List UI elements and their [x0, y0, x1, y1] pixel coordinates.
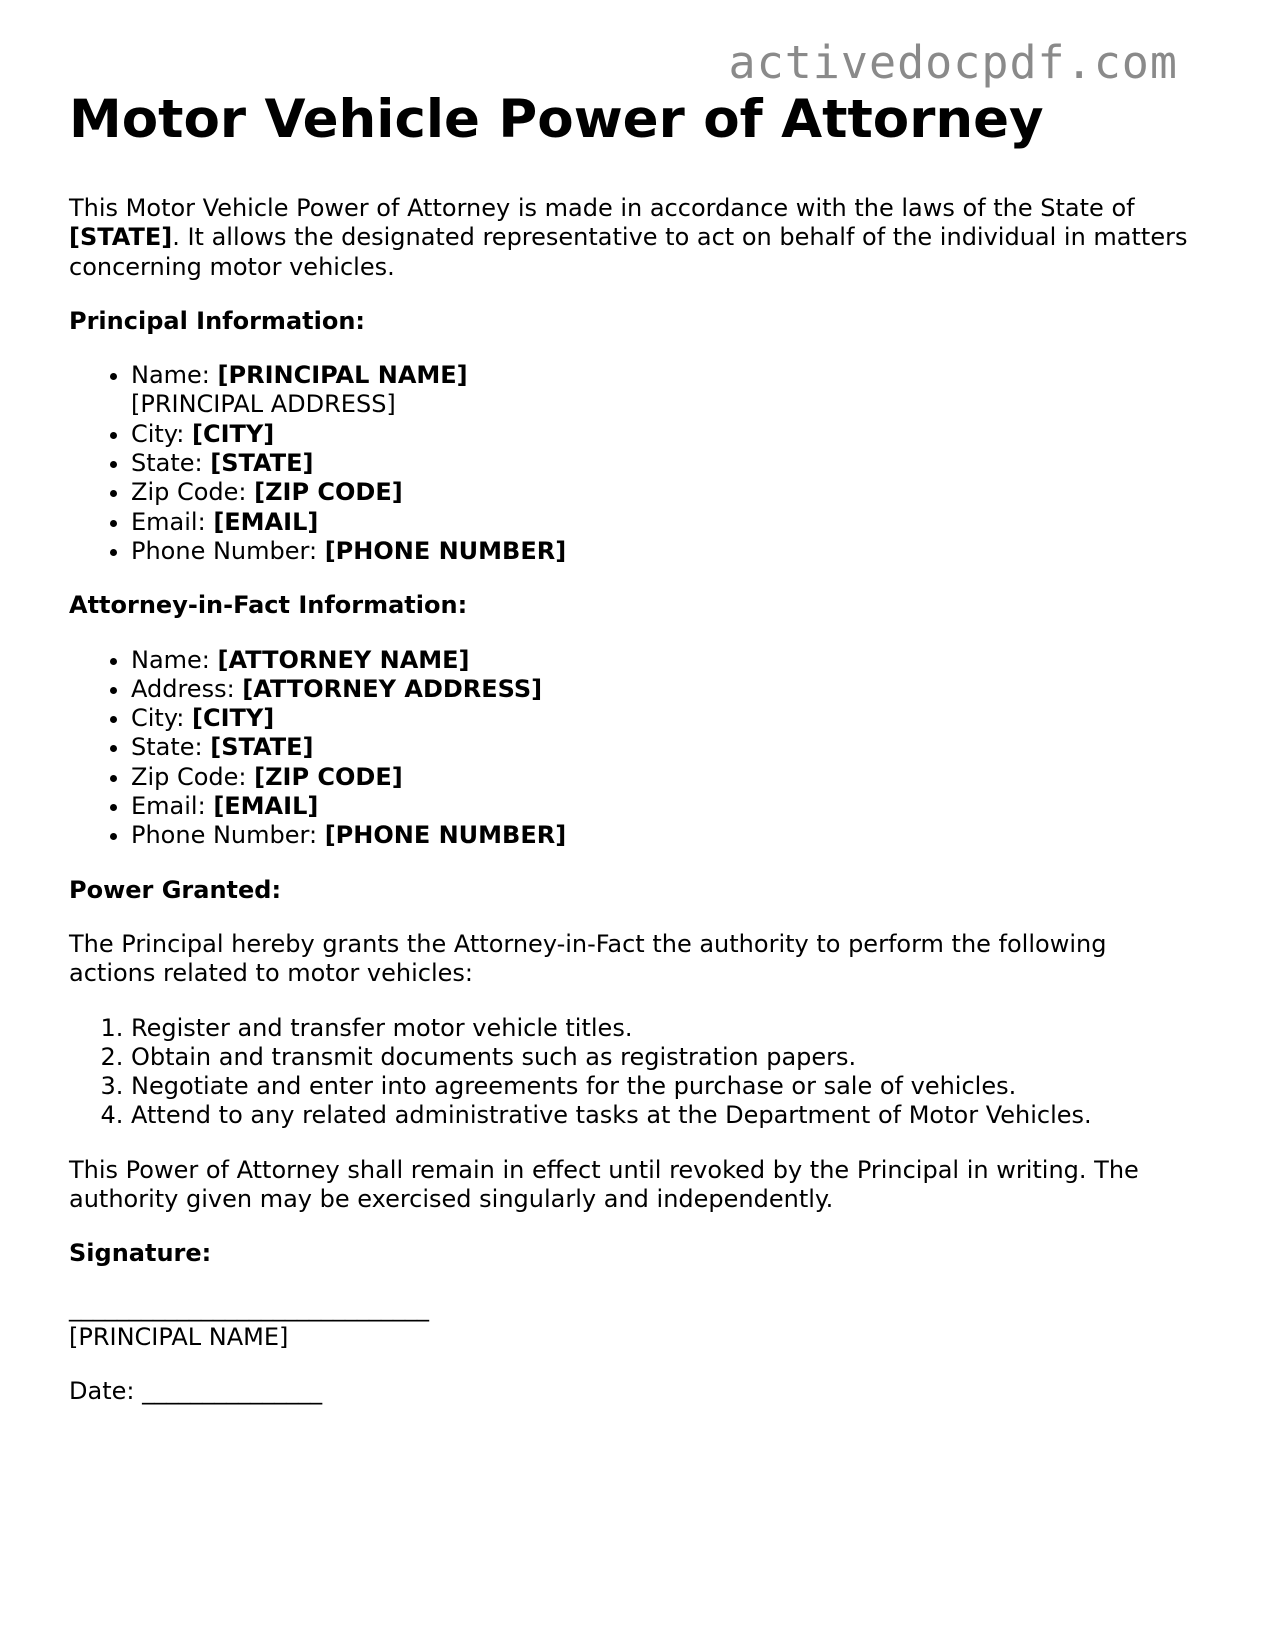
attorney-phone-label: Phone Number:	[131, 821, 325, 850]
attorney-zip-item	[131, 763, 1189, 792]
attorney-zip-value: [ZIP CODE]	[254, 762, 403, 791]
intro-paragraph	[69, 194, 1189, 282]
attorney-state-value: [STATE]	[210, 733, 314, 762]
attorney-email-value: [EMAIL]	[213, 792, 319, 821]
attorney-name-label: Name:	[131, 645, 218, 674]
attorney-heading: Attorney-in-Fact Information:	[69, 591, 468, 620]
intro-text-after: . It allows the designated representative to act on behalf of the individual in matters concerning motor vehicles.	[69, 223, 1188, 281]
attorney-name-value: [ATTORNEY NAME]	[217, 645, 470, 674]
principal-email-item	[131, 508, 1189, 537]
document-title: Motor Vehicle Power of Attorney	[69, 89, 1044, 150]
principal-email-label: Email:	[131, 507, 214, 536]
intro-text-before: This Motor Vehicle Power of Attorney is made in accordance with the laws of the State of	[69, 194, 1135, 222]
principal-city-item	[131, 420, 1189, 449]
power-closing-paragraph: This Power of Attorney shall remain in effect until revoked by the Principal in writing. The authority given may be exercised singularly and independently.	[69, 1155, 1139, 1214]
principal-phone-item	[131, 537, 1189, 566]
signature-line: ______________________________	[69, 1293, 429, 1322]
power-action-item: 3. Negotiate and enter into agreements for the purchase or sale of vehicles.	[131, 1072, 1189, 1101]
watermark: activedocpdf.com	[728, 36, 1178, 89]
principal-zip-item	[131, 478, 1189, 507]
principal-state-value: [STATE]	[210, 449, 314, 478]
principal-phone-value: [PHONE NUMBER]	[324, 536, 567, 565]
principal-state-item	[131, 449, 1189, 478]
power-action-item: 4. Attend to any related administrative tasks at the Department of Motor Vehicles.	[131, 1101, 1189, 1130]
attorney-city-item	[131, 704, 1189, 733]
attorney-state-label: State:	[131, 733, 211, 762]
principal-city-label: City:	[131, 419, 193, 448]
principal-name-item	[131, 361, 1189, 420]
date-label: Date:	[69, 1377, 143, 1406]
power-heading: Power Granted:	[69, 875, 282, 904]
document-page	[69, 0, 1189, 1407]
intro-state: [STATE]	[69, 223, 173, 252]
principal-zip-value: [ZIP CODE]	[254, 478, 403, 507]
attorney-info-list	[69, 646, 1189, 851]
attorney-phone-item	[131, 821, 1189, 850]
attorney-address-value: [ATTORNEY ADDRESS]	[242, 674, 543, 703]
principal-city-value: [CITY]	[192, 419, 275, 448]
principal-info-list	[69, 361, 1189, 566]
signature-name: [PRINCIPAL NAME]	[69, 1322, 289, 1351]
principal-heading: Principal Information:	[69, 306, 366, 335]
attorney-city-label: City:	[131, 704, 193, 733]
attorney-zip-label: Zip Code:	[131, 762, 255, 791]
principal-address-value: [PRINCIPAL ADDRESS]	[131, 390, 396, 419]
attorney-state-item	[131, 733, 1189, 762]
date-line: _______________	[142, 1377, 323, 1406]
power-actions-list	[69, 1014, 1189, 1131]
date-row	[69, 1377, 1189, 1406]
attorney-address-label: Address:	[131, 674, 243, 703]
power-action-item: 1. Register and transfer motor vehicle titles.	[131, 1014, 1189, 1043]
power-intro-paragraph: The Principal hereby grants the Attorney-in-Fact the authority to perform the following actions related to motor vehicles:	[69, 929, 1107, 988]
attorney-name-item	[131, 646, 1189, 675]
principal-name-label: Name:	[131, 361, 218, 390]
attorney-email-label: Email:	[131, 792, 214, 821]
signature-heading: Signature:	[69, 1239, 212, 1268]
power-action-item: 2. Obtain and transmit documents such as registration papers.	[131, 1043, 1189, 1072]
principal-phone-label: Phone Number:	[131, 536, 325, 565]
attorney-address-item	[131, 675, 1189, 704]
attorney-city-value: [CITY]	[192, 704, 275, 733]
attorney-phone-value: [PHONE NUMBER]	[324, 821, 567, 850]
principal-state-label: State:	[131, 449, 211, 478]
principal-email-value: [EMAIL]	[213, 507, 319, 536]
principal-name-value: [PRINCIPAL NAME]	[217, 361, 468, 390]
principal-zip-label: Zip Code:	[131, 478, 255, 507]
attorney-email-item	[131, 792, 1189, 821]
